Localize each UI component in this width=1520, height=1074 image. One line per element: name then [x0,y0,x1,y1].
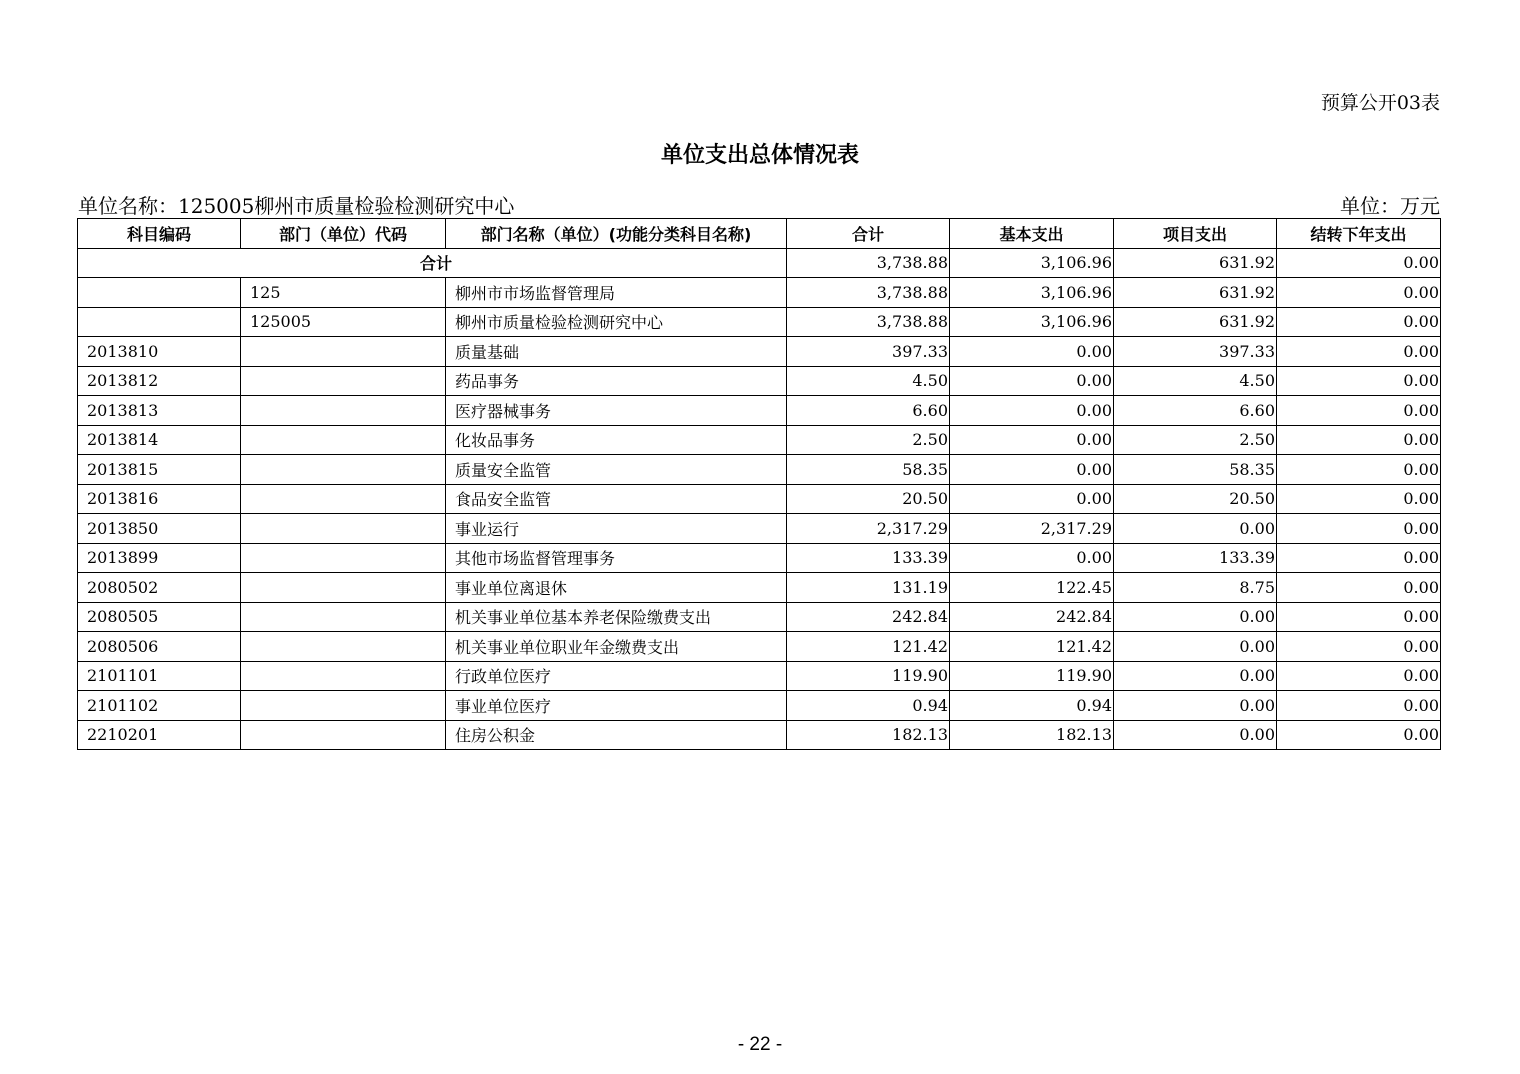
subject-code: 2101101 [78,661,241,691]
dept-code [241,602,446,632]
amount-project: 631.92 [1114,278,1277,308]
table-row [78,337,1441,367]
amount-basic: 2,317.29 [950,514,1114,544]
dept-name: 食品安全监管 [446,484,787,514]
amount-total: 0.94 [787,691,950,721]
amount-carryover: 0.00 [1277,278,1441,308]
table-row [78,720,1441,750]
total-row [78,248,1441,278]
dept-code [241,484,446,514]
amount-project: 0.00 [1114,661,1277,691]
amount-basic: 121.42 [950,632,1114,662]
total-project: 631.92 [1114,248,1277,278]
total-basic: 3,106.96 [950,248,1114,278]
amount-basic: 0.94 [950,691,1114,721]
table-row [78,573,1441,603]
amount-carryover: 0.00 [1277,720,1441,750]
dept-name: 事业运行 [446,514,787,544]
amount-carryover: 0.00 [1277,455,1441,485]
amount-basic: 0.00 [950,396,1114,426]
amount-project: 0.00 [1114,720,1277,750]
dept-code: 125005 [241,307,446,337]
subject-code: 2013813 [78,396,241,426]
amount-basic: 0.00 [950,425,1114,455]
expenditure-table [77,218,1441,750]
amount-carryover: 0.00 [1277,425,1441,455]
dept-code [241,366,446,396]
dept-name: 事业单位医疗 [446,691,787,721]
dept-code [241,691,446,721]
header-basic: 基本支出 [950,219,1114,249]
amount-carryover: 0.00 [1277,366,1441,396]
amount-total: 3,738.88 [787,307,950,337]
dept-name: 机关事业单位基本养老保险缴费支出 [446,602,787,632]
subject-code: 2210201 [78,720,241,750]
dept-name: 事业单位离退休 [446,573,787,603]
amount-total: 242.84 [787,602,950,632]
amount-carryover: 0.00 [1277,691,1441,721]
dept-name: 质量安全监管 [446,455,787,485]
amount-project: 0.00 [1114,514,1277,544]
table-row [78,632,1441,662]
amount-carryover: 0.00 [1277,514,1441,544]
table-row [78,455,1441,485]
dept-name: 其他市场监督管理事务 [446,543,787,573]
currency-unit: 单位：万元 [1340,194,1440,218]
table-row [78,514,1441,544]
table-row [78,602,1441,632]
table-row [78,691,1441,721]
amount-carryover: 0.00 [1277,484,1441,514]
dept-code [241,425,446,455]
amount-carryover: 0.00 [1277,632,1441,662]
dept-name: 医疗器械事务 [446,396,787,426]
total-total: 3,738.88 [787,248,950,278]
subject-code: 2013812 [78,366,241,396]
dept-code [241,543,446,573]
subject-code: 2080502 [78,573,241,603]
amount-carryover: 0.00 [1277,661,1441,691]
amount-project: 133.39 [1114,543,1277,573]
amount-total: 6.60 [787,396,950,426]
subject-code: 2013814 [78,425,241,455]
subject-code [78,278,241,308]
dept-code [241,337,446,367]
amount-carryover: 0.00 [1277,602,1441,632]
header-dept-name: 部门名称（单位）(功能分类科目名称) [446,219,787,249]
amount-total: 133.39 [787,543,950,573]
dept-code: 125 [241,278,446,308]
amount-project: 8.75 [1114,573,1277,603]
dept-code [241,514,446,544]
unit-info-row [78,190,1440,219]
table-row [78,307,1441,337]
dept-code [241,632,446,662]
amount-total: 119.90 [787,661,950,691]
amount-carryover: 0.00 [1277,307,1441,337]
dept-code [241,396,446,426]
amount-project: 4.50 [1114,366,1277,396]
subject-code: 2013810 [78,337,241,367]
subject-code: 2101102 [78,691,241,721]
amount-project: 631.92 [1114,307,1277,337]
table-row [78,484,1441,514]
dept-name: 柳州市市场监督管理局 [446,278,787,308]
header-dept-code: 部门（单位）代码 [241,219,446,249]
dept-code [241,661,446,691]
header-project: 项目支出 [1114,219,1277,249]
amount-project: 20.50 [1114,484,1277,514]
amount-project: 0.00 [1114,691,1277,721]
header-total: 合计 [787,219,950,249]
table-row [78,425,1441,455]
amount-carryover: 0.00 [1277,396,1441,426]
amount-project: 0.00 [1114,632,1277,662]
amount-project: 6.60 [1114,396,1277,426]
amount-total: 3,738.88 [787,278,950,308]
table-row [78,278,1441,308]
subject-code [78,307,241,337]
amount-total: 58.35 [787,455,950,485]
dept-name: 质量基础 [446,337,787,367]
amount-basic: 3,106.96 [950,278,1114,308]
amount-basic: 3,106.96 [950,307,1114,337]
unit-name: 单位名称：125005柳州市质量检验检测研究中心 [78,194,515,218]
subject-code: 2080506 [78,632,241,662]
amount-total: 20.50 [787,484,950,514]
subject-code: 2013899 [78,543,241,573]
amount-total: 2.50 [787,425,950,455]
amount-total: 2,317.29 [787,514,950,544]
dept-code [241,720,446,750]
dept-name: 药品事务 [446,366,787,396]
dept-code [241,573,446,603]
subject-code: 2080505 [78,602,241,632]
table-header-row [78,219,1441,249]
dept-name: 机关事业单位职业年金缴费支出 [446,632,787,662]
amount-total: 4.50 [787,366,950,396]
subject-code: 2013850 [78,514,241,544]
amount-total: 131.19 [787,573,950,603]
amount-project: 0.00 [1114,602,1277,632]
dept-name: 柳州市质量检验检测研究中心 [446,307,787,337]
table-row [78,396,1441,426]
table-row [78,661,1441,691]
table-row [78,543,1441,573]
amount-basic: 0.00 [950,455,1114,485]
amount-total: 182.13 [787,720,950,750]
amount-basic: 182.13 [950,720,1114,750]
dept-name: 住房公积金 [446,720,787,750]
amount-basic: 0.00 [950,366,1114,396]
amount-carryover: 0.00 [1277,543,1441,573]
table-number: 预算公开03表 [1320,92,1440,114]
amount-project: 58.35 [1114,455,1277,485]
page-title: 单位支出总体情况表 [660,143,859,168]
amount-basic: 119.90 [950,661,1114,691]
amount-basic: 0.00 [950,543,1114,573]
table-row [78,366,1441,396]
header-subject-code: 科目编码 [78,219,241,249]
amount-basic: 0.00 [950,484,1114,514]
dept-name: 化妆品事务 [446,425,787,455]
total-carryover: 0.00 [1277,248,1441,278]
total-label: 合计 [78,248,787,278]
amount-project: 2.50 [1114,425,1277,455]
subject-code: 2013815 [78,455,241,485]
amount-total: 121.42 [787,632,950,662]
amount-basic: 242.84 [950,602,1114,632]
amount-basic: 122.45 [950,573,1114,603]
amount-project: 397.33 [1114,337,1277,367]
header-carryover: 结转下年支出 [1277,219,1441,249]
page-number: - 22 - [737,1034,783,1055]
amount-total: 397.33 [787,337,950,367]
amount-carryover: 0.00 [1277,337,1441,367]
dept-name: 行政单位医疗 [446,661,787,691]
amount-basic: 0.00 [950,337,1114,367]
dept-code [241,455,446,485]
amount-carryover: 0.00 [1277,573,1441,603]
subject-code: 2013816 [78,484,241,514]
